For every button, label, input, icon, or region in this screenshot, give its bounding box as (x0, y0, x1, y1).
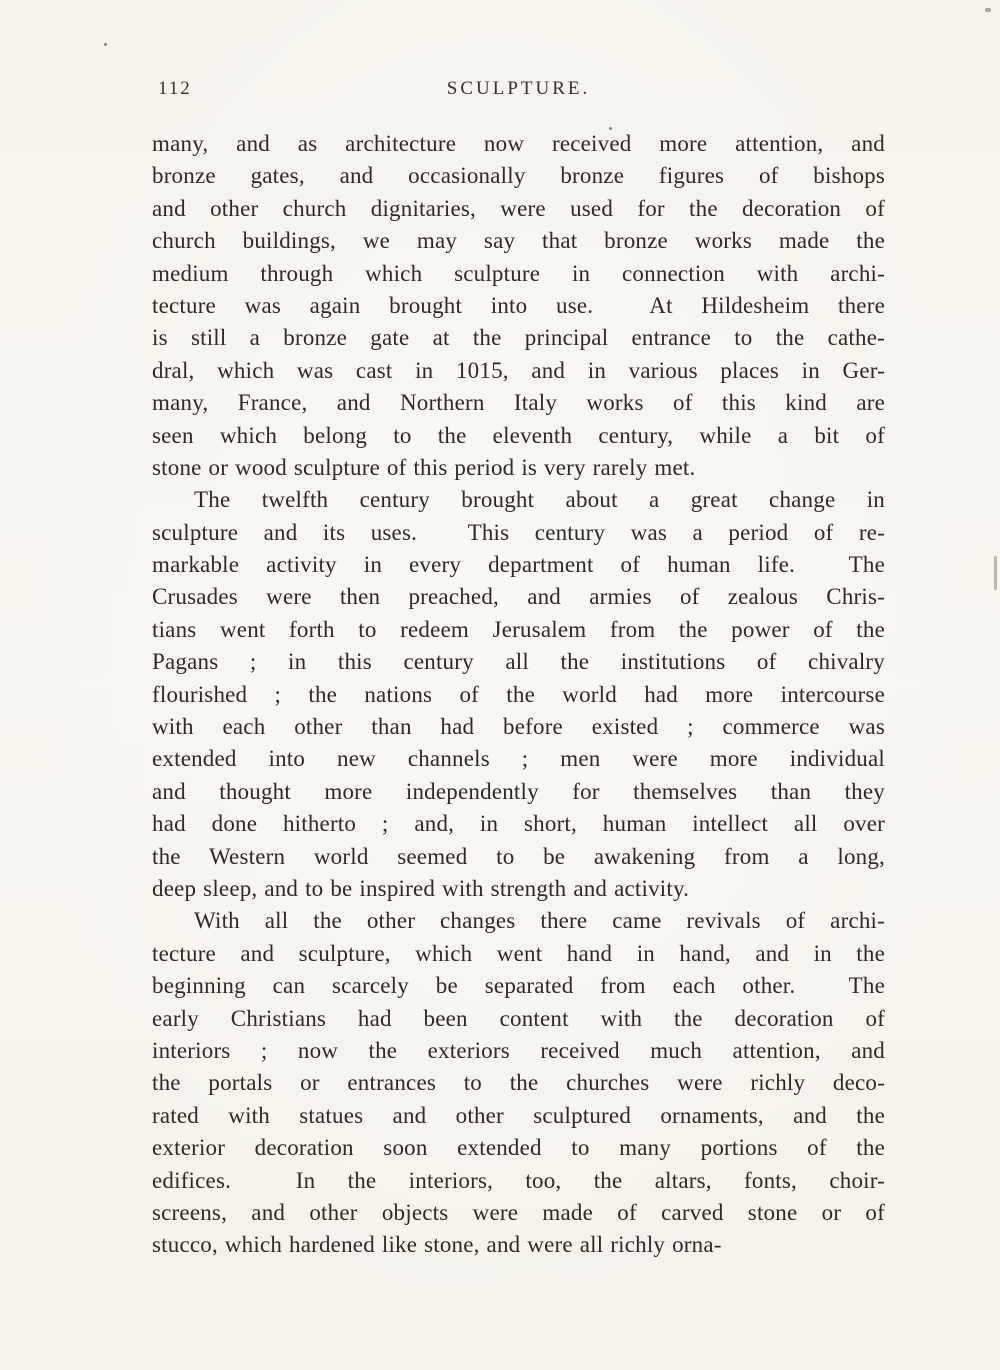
text-line: deep sleep, and to be inspired with strength and activity. (152, 875, 690, 901)
scan-speck (994, 556, 997, 590)
text-line: seen which belong to the eleventh century, while a bit of (152, 422, 885, 448)
scan-speck (104, 43, 107, 46)
paragraph (152, 128, 885, 484)
text-line: screens, and other objects were made of carved stone or of (152, 1199, 885, 1225)
page-number: 112 (158, 78, 192, 99)
text-line: sculpture and its uses. This century was a period of re- (152, 519, 885, 545)
text-line: had done hitherto ; and, in short, human intellect all over (152, 811, 885, 837)
text-line: exterior decoration soon extended to many portions of the (152, 1135, 885, 1161)
scan-speck (609, 127, 612, 130)
text-line: dral, which was cast in 1015, and in various places in Ger- (152, 357, 885, 383)
text-line: Pagans ; in this century all the institutions of chivalry (152, 649, 885, 675)
text-line: The twelfth century brought about a great change in (194, 487, 885, 513)
text-line: Crusades were then preached, and armies of zealous Chris- (152, 584, 885, 610)
text-line: early Christians had been content with the decoration of (152, 1005, 885, 1031)
paragraph (152, 905, 885, 1261)
text-line: and other church dignitaries, were used for the decoration of (152, 195, 885, 221)
text-line: beginning can scarcely be separated from each other. The (152, 973, 885, 999)
text-line: stone or wood sculpture of this period is very rarely met. (152, 454, 696, 480)
text-line: and thought more independently for themselves than they (152, 778, 885, 804)
text-line: With all the other changes there came revivals of archi- (194, 908, 885, 934)
text-line: many, France, and Northern Italy works of this kind are (152, 390, 885, 416)
text-line: many, and as architecture now received more attention, and (152, 131, 885, 156)
text-line: tecture and sculpture, which went hand in hand, and in the (152, 940, 885, 966)
text-line: stucco, which hardened like stone, and were all richly orna- (152, 1232, 722, 1258)
text-line: rated with statues and other sculptured ornaments, and the (152, 1102, 885, 1128)
body-text (152, 128, 885, 1262)
text-line: interiors ; now the exteriors received much attention, and (152, 1037, 885, 1063)
text-line: tecture was again brought into use. At Hildesheim there (152, 292, 885, 318)
text-line: bronze gates, and occasionally bronze figures of bishops (152, 163, 885, 189)
text-line: edifices. In the interiors, too, the altars, fonts, choir- (152, 1167, 885, 1193)
text-line: the portals or entrances to the churches were richly deco- (152, 1070, 885, 1096)
scan-speck (985, 8, 991, 12)
text-line: with each other than had before existed ; commerce was (152, 714, 885, 740)
running-header: SCULPTURE. (446, 78, 591, 99)
text-line: is still a bronze gate at the principal entrance to the cathe- (152, 325, 885, 351)
text-line: tians went forth to redeem Jerusalem from the power of the (152, 616, 885, 642)
text-line: medium through which sculpture in connection with archi- (152, 260, 885, 286)
text-line: markable activity in every department of human life. The (152, 552, 885, 578)
text-line: church buildings, we may say that bronze works made the (152, 228, 885, 254)
text-line: flourished ; the nations of the world had more intercourse (152, 681, 885, 707)
text-line: the Western world seemed to be awakening from a long, (152, 843, 885, 869)
paragraph (152, 484, 885, 905)
text-line: extended into new channels ; men were more individual (152, 746, 885, 772)
